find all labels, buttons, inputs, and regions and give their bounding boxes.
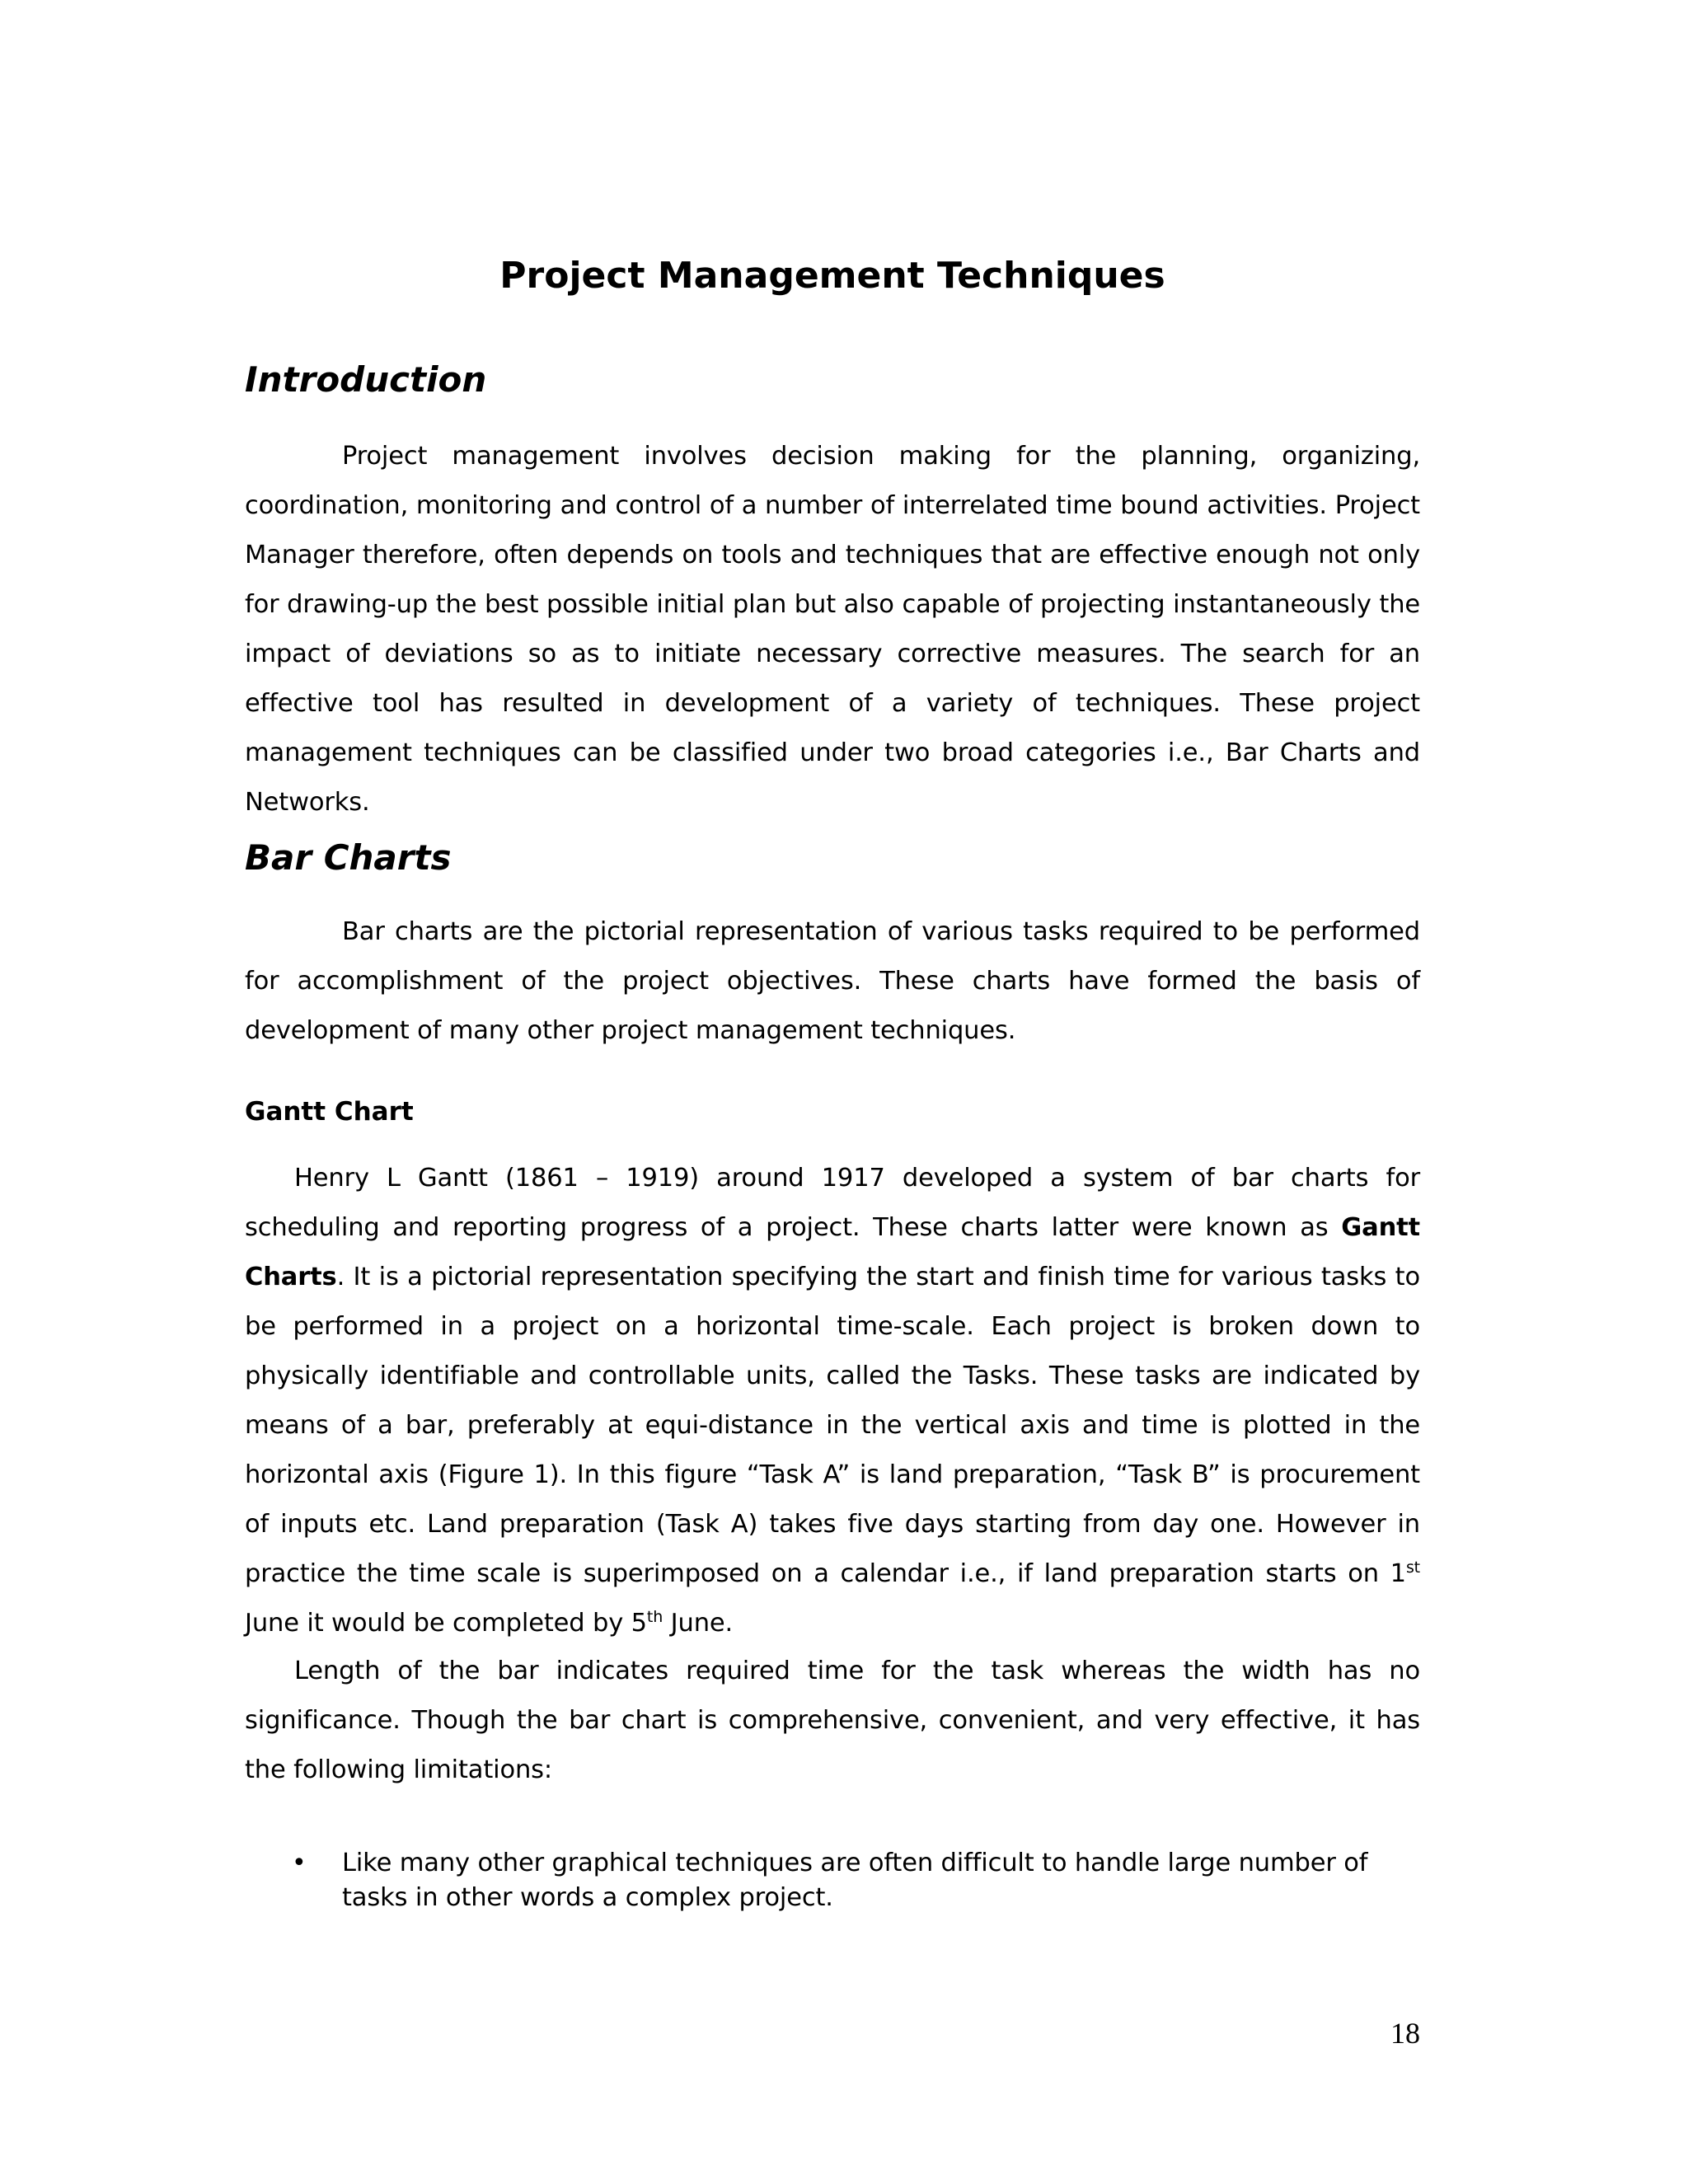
page-title: Project Management Techniques bbox=[499, 255, 1165, 297]
limitations-list bbox=[245, 1846, 1420, 1915]
gantt-text-3: June it would be completed by 5 bbox=[245, 1609, 647, 1638]
gantt-text-2: . It is a pictorial representation specifying the start and finish time for various tasks to be performed in a project on a horizontal time-scale. Each project is broken down to physically identifiable and controllable units, called the Tasks. These tasks are indicated by means of a bar, preferably at equi-distance in the vertical axis and time is plotted in the horizontal axis (Figure 1). In this figure “Task A” is land preparation, “Task B” is procurement of inputs etc. Land preparation (Task A) takes five days starting from day one. However in practice the time scale is superimposed on a calendar i.e., if land preparation starts on 1 bbox=[245, 1263, 1420, 1588]
bullet-icon: • bbox=[292, 1849, 307, 1877]
document-page bbox=[245, 0, 1420, 2184]
gantt-text-4: June. bbox=[663, 1609, 734, 1638]
introduction-heading: Introduction bbox=[245, 359, 487, 400]
bar-charts-heading: Bar Charts bbox=[245, 837, 452, 878]
gantt-text-1: Henry L Gantt (1861 – 1919) around 1917 developed a system of bar charts for scheduling and reporting progress of a project. These charts latter were known as bbox=[245, 1164, 1420, 1242]
list-item bbox=[245, 1846, 1420, 1915]
ordinal-suffix-st: st bbox=[1405, 1558, 1420, 1577]
limitations-intro-paragraph: Length of the bar indicates required time for the task whereas the width has no significance. Though the bar chart is comprehensive, convenient, and very effective, it has the following limitations: bbox=[245, 1657, 1420, 1784]
gantt-chart-heading: Gantt Chart bbox=[245, 1097, 414, 1127]
ordinal-suffix-th: th bbox=[646, 1607, 663, 1626]
gantt-chart-paragraph bbox=[245, 1154, 1420, 1648]
list-item-text: Like many other graphical techniques are often difficult to handle large number of tasks in other words a complex project. bbox=[342, 1849, 1368, 1912]
bar-charts-paragraph: Bar charts are the pictorial representation of various tasks required to be performed for accomplishment of the project objectives. These charts have formed the basis of development of many other project management techniques. bbox=[245, 917, 1420, 1045]
introduction-paragraph: Project management involves decision making for the planning, organizing, coordination, monitoring and control of a number of interrelated time bound activities. Project Manager therefore, often depends on tools and techniques that are effective enough not only for drawing-up the best possible initial plan but also capable of projecting instantaneously the impact of deviations so as to initiate necessary corrective measures. The search for an effective tool has resulted in development of a variety of techniques. These project management techniques can be classified under two broad categories i.e., Bar Charts and Networks. bbox=[245, 442, 1420, 817]
gantt-charts-term: Gantt Charts bbox=[245, 1213, 1420, 1291]
page-number: 18 bbox=[1390, 2017, 1420, 2050]
